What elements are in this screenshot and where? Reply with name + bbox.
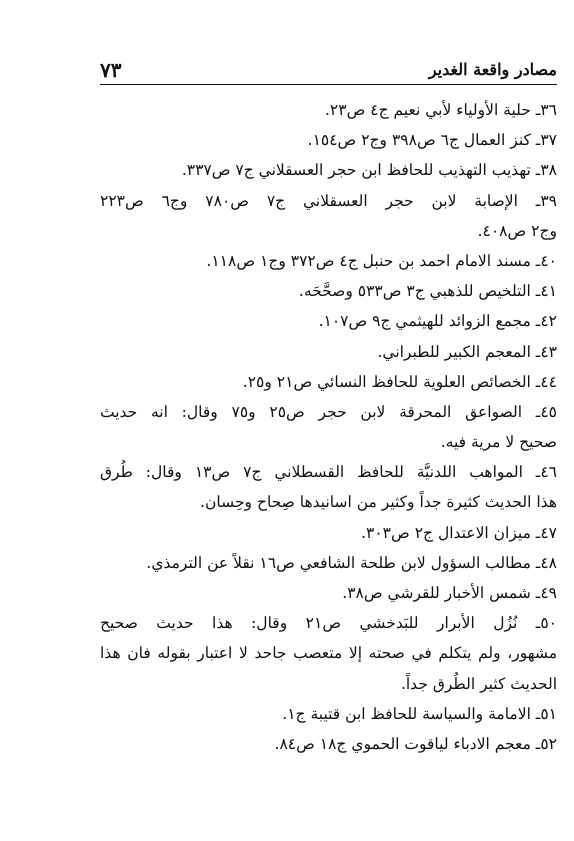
header-title: مصادر واقعة الغدير [428, 60, 557, 79]
reference-line: الحديث كثير الطُرق جداً. [400, 674, 557, 693]
reference-line: ٣٩ـ الإصابة لابن حجر العسقلاني ج٧ ص٧٨٠ وج٦ ص٢٢٣ [100, 191, 557, 210]
reference-line: ٣٨ـ تهذيب التهذيب للحافظ ابن حجر العسقلاني ج٧ ص٣٣٧. [181, 161, 557, 180]
reference-line: ٤٢ـ مجمع الزوائد للهيثمي ج٩ ص١٠٧. [318, 312, 557, 331]
reference-line: صحيح لا مرية فيه. [440, 433, 557, 452]
reference-line: ٥٢ـ معجم الادباء لياقوت الحموي ج١٨ ص٨٤. [274, 734, 557, 753]
reference-line: ٤٩ـ شمس الأخبار للقرشي ص٣٨. [342, 584, 557, 602]
reference-list [100, 95, 557, 759]
reference-line: هذا الحديث كثيرة جداً وكثير من اسانيدها صِحاح وحِسان. [200, 493, 557, 512]
reference-line: ٥٠ـ نُزُل الأبرار للبَدخشي ص٢١ وقال: هذا حديث صحيح [100, 614, 557, 633]
reference-line: ٤٨ـ مطالب السؤول لابن طلحة الشافعي ص١٦ نقلاً عن الترمذي. [146, 553, 557, 572]
page-number: ٧٣ [100, 58, 122, 82]
reference-line: ٤٤ـ الخصائص العلوية للحافظ النسائي ص٢١ و٢٥. [242, 372, 557, 391]
reference-line: ٤١ـ التلخيص للذهبي ج٣ ص٥٣٣ وصحَّحَه. [298, 282, 557, 301]
running-header [100, 58, 557, 85]
reference-line: ٤٠ـ مسند الامام احمد بن حنبل ج٤ ص٣٧٢ وج١ ص١١٨. [206, 251, 557, 270]
reference-line: ٥١ـ الامامة والسياسة للحافظ ابن قتيبة ج١. [282, 704, 557, 723]
reference-line: ٣٧ـ كنز العمال ج٦ ص٣٩٨ وج٢ ص١٥٤. [307, 131, 557, 150]
reference-line: ٤٧ـ ميزان الاعتدال ج٢ ص٣٠٣. [361, 523, 557, 542]
reference-line: ٤٦ـ المواهب اللدنيَّة للحافظ القسطلاني ج٧ ص١٣ وقال: طُرق [100, 463, 557, 482]
reference-line: ٤٣ـ المعجم الكبير للطبراني. [377, 342, 557, 361]
reference-line: ٣٦ـ حلية الأولياء لأبي نعيم ج٤ ص٢٣. [324, 101, 557, 119]
reference-line: مشهور، ولم يتكلم في صحته إلا متعصب جاحد لا اعتبار بقوله فان هذا [100, 644, 557, 663]
reference-line: وج٢ ص٤٠٨. [477, 221, 557, 240]
reference-line: ٤٥ـ الصواعق المحرقة لابن حجر ص٢٥ و٧٥ وقال: انه حديث [100, 402, 557, 421]
